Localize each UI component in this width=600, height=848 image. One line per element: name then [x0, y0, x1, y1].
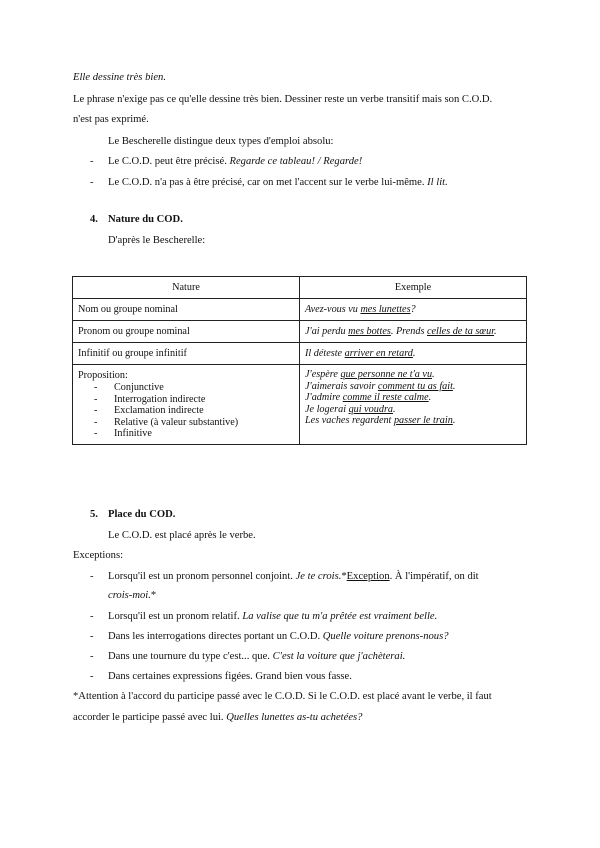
example-line: Je logerai qui voudra. [305, 403, 396, 415]
example-line: Les vaches regardent passer le train. [305, 415, 456, 426]
table-header-example: Exemple [300, 277, 527, 299]
bullet-item-continuation: crois-moi.* [108, 590, 157, 601]
table-row [73, 365, 527, 445]
paragraph-line: Le C.O.D. est placé après le verbe. [108, 530, 256, 541]
proposition-sublist [78, 382, 294, 440]
table-cell-example: Avez-vous vu mes lunettes? [300, 299, 527, 321]
bullet-dash: - [90, 571, 94, 582]
bullet-dash: - [90, 631, 94, 642]
table-row [73, 321, 527, 343]
section-number: 4. [90, 214, 98, 225]
bullet-item: Dans les interrogations directes portant un C.O.D. Quelle voiture prenons-nous? [108, 631, 449, 642]
paragraph-line: n'est pas exprimé. [73, 114, 149, 125]
table-cell-example [300, 365, 527, 445]
table-cell-nature: Infinitif ou groupe infinitif [73, 343, 300, 365]
bullet-dash: - [90, 177, 94, 188]
table-header-row [73, 277, 527, 299]
section-subtitle: D'après le Bescherelle: [108, 235, 206, 246]
list-item: - Exclamation indirecte [94, 405, 294, 417]
bullet-dash: - [90, 611, 94, 622]
table-cell-example: Il déteste arriver en retard. [300, 343, 527, 365]
table-row [73, 343, 527, 365]
section-number: 5. [90, 509, 98, 520]
list-item: - Interrogation indirecte [94, 394, 294, 406]
footnote-line: accorder le participe passé avec lui. Quelles lunettes as-tu achetées? [73, 712, 363, 723]
list-item: - Conjunctive [94, 382, 294, 394]
table-row [73, 299, 527, 321]
bullet-item: Lorsqu'il est un pronom relatif. La valise que tu m'a prêtée est vraiment belle. [108, 611, 438, 622]
example-line: J'aimerais savoir comment tu as fait. [305, 380, 456, 392]
proposition-label: Proposition: [78, 370, 128, 381]
exceptions-label: Exceptions: [73, 550, 124, 561]
table-cell-nature: Pronom ou groupe nominal [73, 321, 300, 343]
bullet-item: Dans une tournure du type c'est... que. C'est la voiture que j'achèterai. [108, 651, 406, 662]
bullet-dash: - [90, 156, 94, 167]
section-title: Nature du COD. [108, 214, 183, 225]
section-title: Place du COD. [108, 509, 176, 520]
nature-table [72, 276, 527, 445]
example-line: J'admire comme il reste calme. [305, 392, 432, 403]
table-cell-example: J'ai perdu mes bottes. Prends celles de ta sœur. [300, 321, 527, 343]
paragraph-line: Le phrase n'exige pas ce qu'elle dessine très bien. Dessiner reste un verbe transitif mais son C.O.D. [73, 94, 493, 105]
footnote-line: *Attention à l'accord du participe passé avec le C.O.D. Si le C.O.D. est placé avant le verbe, il faut [73, 691, 492, 702]
bullet-dash: - [90, 651, 94, 662]
table-cell-nature [73, 365, 300, 445]
bullet-item: Le C.O.D. peut être précisé. Regarde ce tableau! / Regarde! [108, 156, 363, 167]
bullet-item: Le C.O.D. n'a pas à être précisé, car on met l'accent sur le verbe lui-même. Il lit. [108, 177, 448, 188]
example-sentence: Elle dessine très bien. [73, 72, 166, 83]
bullet-dash: - [90, 671, 94, 682]
list-item: - Relative (à valeur substantive) [94, 417, 294, 429]
bullet-item: Dans certaines expressions figées. Grand bien vous fasse. [108, 671, 352, 682]
table-cell-nature: Nom ou groupe nominal [73, 299, 300, 321]
bullet-item: Lorsqu'il est un pronom personnel conjoint. Je te crois.*Exception. À l'impératif, on dit [108, 571, 479, 582]
paragraph-line: Le Bescherelle distingue deux types d'emploi absolu: [108, 136, 334, 147]
table-header-nature: Nature [73, 277, 300, 299]
list-item: - Infinitive [94, 428, 294, 440]
example-line: J'espère que personne ne t'a vu. [305, 369, 435, 380]
